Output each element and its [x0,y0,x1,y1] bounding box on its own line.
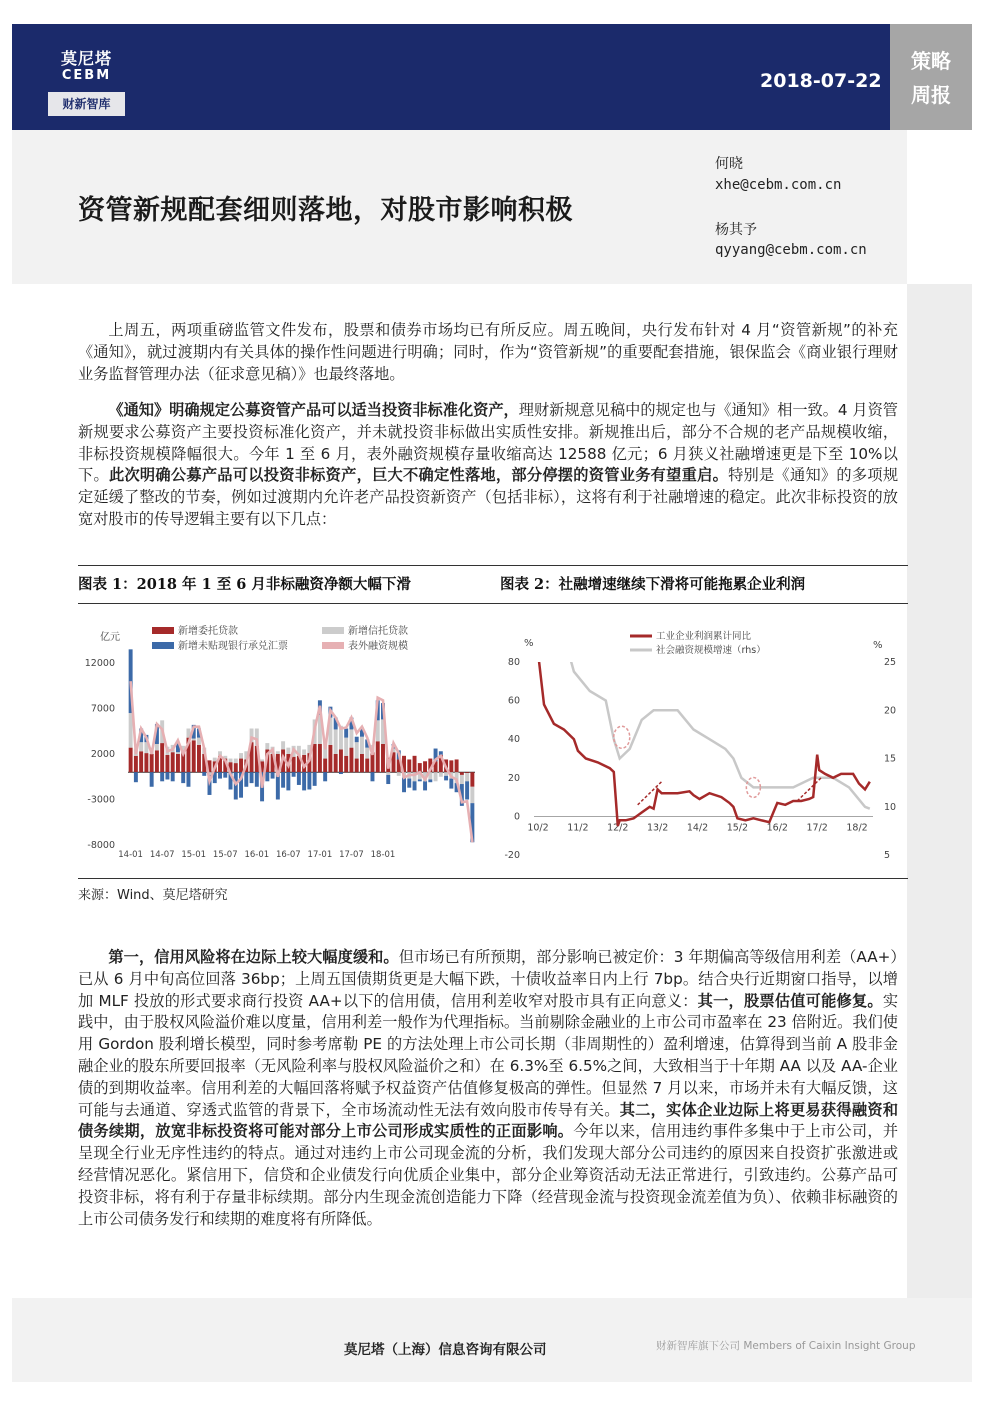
bar-2-1 [134,772,138,782]
bar-2-64 [465,781,469,799]
bar-1-28 [276,751,280,754]
bar-2-29 [281,772,285,787]
bar-1-60 [444,772,448,776]
bar-2-10 [181,772,185,783]
x-tick-label: 15-01 [181,850,207,860]
bar-0-64 [465,772,469,773]
bar-0-63 [460,772,464,775]
x-tick-label: 17-01 [307,850,333,860]
bar-2-11 [186,772,190,787]
bar-0-37 [323,759,327,773]
paragraph-2: 《通知》明确规定公募资管产品可以适当投资非标准化资产，理财新规意见稿中的规定也与《通知》相一致。4 月资管新规要求公募资产主要投资标准化资产，并未就投资非标做出实质性安排。新规推出后，部分不合规的老产品规模收缩，非标投资规模降幅很大。今年 1 至 6 月，表外融资规模存量收缩高达 12588 亿元；6 月狭义社融增速更是下至 10%以下。此次明确公募产品可以投资非标资产，巨大不确定性落地，部分停摆的资管业务有望重启。特别是《通知》的多项规定延缓了整改的节奏，例如过渡期内允许老产品投资新资产（包括非标），这将有利于社融增速的稳定。此次非标投资的放宽对股市的传导逻辑主要有以下几点： [78,401,899,528]
logo-en: CEBM [61,68,112,83]
bar-0-3 [144,753,148,772]
p3-bold-1: 第一，信用风险将在边际上较大幅度缓和。 [108,948,399,966]
y-axis-unit: 亿元 [100,632,120,643]
bar-2-30 [286,772,290,790]
bar-1-49 [386,772,390,775]
bar-1-12 [192,739,196,741]
bar-2-43 [355,737,359,742]
bar-0-54 [413,756,417,772]
bar-2-56 [423,781,427,790]
bar-2-41 [344,729,348,738]
footer-company: 莫尼塔（上海）信息咨询有限公司 [344,1342,547,1358]
bar-1-43 [355,742,359,758]
x-tick-label: 16-07 [276,850,301,860]
bar-0-48 [381,744,385,772]
bar-1-41 [344,738,348,756]
author-name-1: 何晓 [715,156,743,172]
report-date: 2018-07-22 [760,70,882,92]
bar-0-39 [334,754,338,772]
bar-1-25 [260,759,264,761]
bar-0-5 [155,750,159,772]
bar-1-59 [439,772,443,777]
author-name-2: 杨其予 [715,222,757,238]
y-axis-unit-right: % [873,640,883,651]
bar-0-65 [470,772,474,787]
y-tick-label: 60 [507,695,520,707]
bar-1-9 [176,752,180,754]
x-tick-label: 13/2 [646,822,669,834]
bar-1-64 [465,773,469,781]
x-tick-label: 14-07 [149,850,175,860]
y-tick-label: 2000 [90,749,115,760]
bar-0-44 [360,754,364,772]
bar-0-8 [171,752,175,772]
x-tick-label: 17-07 [339,850,364,860]
side-margin-band [907,284,972,1312]
bar-0-56 [423,761,427,772]
profit-growth-line [538,652,870,826]
bar-0-41 [344,756,348,772]
bar-2-6 [160,772,164,781]
p2-bold-1: 《通知》明确规定公募资管产品可以适当投资非标准化资产， [108,401,519,419]
bar-0-7 [165,755,169,772]
x-tick-label: 16/2 [766,822,788,834]
bar-1-42 [349,729,353,747]
bar-0-13 [197,745,201,772]
legend-label-0: 工业企业利润累计同比 [656,631,752,642]
bar-2-52 [402,778,406,793]
tag-line-2: 周报 [911,83,951,107]
bar-2-53 [407,779,411,788]
bar-0-38 [328,745,332,772]
bar-0-40 [339,749,343,772]
bar-1-65 [470,787,474,803]
x-tick-label: 18-01 [370,850,396,860]
author-email-2: qyyang@cebm.com.cn [715,242,867,258]
y2-tick-label: 10 [884,801,897,813]
bar-2-55 [418,779,422,781]
bar-0-0 [129,748,133,773]
bar-2-61 [449,779,453,789]
bar-1-45 [365,748,369,759]
x-tick-label: 10/2 [527,822,549,834]
footer-subtitle: 财新智库旗下公司 Members of Caixin Insight Group [656,1340,916,1352]
chart-profit-vs-tsf [498,620,898,865]
figure-source: 来源：Wind、莫尼塔研究 [78,888,228,903]
paragraph-3: 第一，信用风险将在边际上较大幅度缓和。但市场已有所预期，部分影响已被定价：3 年期偏高等级信用利差（AA+）已从 6 月中旬高位回落 36bp；上周五国债期货更是大幅下跌，十债收益率日内上行 7bp。结合央行近期窗口指导，以增加 MLF 投放的形式要求商行投资 AA+以下的信用债，信用利差收窄对股市具有正向意义：其一，股票估值可能修复。实践中，由于股权风险溢价难以度量，信用利差一般作为代理指标。当前剔除金融业的上市公司市盈率在 23 倍附近。我们使用 Gordon 股利增长模型，同时参考席勒 PE 的方法处理上市公司长期（非周期性的）盈利增速，估算得到当前 A 股非金融企业的股东所要回报率（无风险利率与股权风险溢价之和）在 6.3%至 6.5%之间，大致相当于十年期 AA 以及 AA-企业债的到期收益率。信用利差的大幅回落将赋予权益资产估值修复极高的弹性。但显然 7 月以来，市场并未有大幅反馈，这可能与去通道、穿透式监管的背景下，全市场流动性无法有效向股市传导有关。其二，实体企业边际上将更易获得融资和债务续期，放宽非标投资将可能对部分上市公司形成实质性的正面影响。今年以来，信用违约事件多集中于上市公司，并呈现全行业无序性违约的特点。通过对违约上市公司现金流的分析，我们发现大部分公司违约的原因来自投资扩张激进或经营情况恶化。紧信用下，信贷和企业债发行向优质企业集中，部分企业筹资活动无法正常进行，引致违约。公募产品可投资非标，将有利于存量非标续期。部分内生现金流创造能力下降（经营现金流与投资现金流差值为负）、依赖非标融资的上市公司债务发行和续期的难度将有所降低。 [78,948,899,1228]
bar-2-57 [428,779,432,782]
figure-2-title: 图表 2：社融增速继续下滑将可能拖累企业利润 [500,576,806,593]
bar-0-36 [318,744,322,772]
chart-offbalance-financing [80,620,490,865]
bar-1-26 [265,743,269,749]
x-tick-label: 15/2 [726,822,749,834]
bar-0-1 [134,756,138,772]
bar-1-20 [234,759,238,764]
bar-0-42 [349,748,353,773]
logo [48,36,125,116]
legend-label-3: 表外融资规模 [348,641,408,652]
x-tick-label: 11/2 [567,822,589,834]
bar-1-51 [397,772,401,776]
y-tick-label: -20 [504,850,520,861]
y-tick-label: 7000 [90,703,115,715]
legend-label-1: 新增信托贷款 [348,626,408,637]
bar-2-34 [307,772,311,789]
y-tick-label: 20 [507,772,520,784]
y-tick-label: 80 [507,657,520,668]
x-tick-label: 14-01 [118,850,143,860]
bar-1-33 [302,749,306,754]
bar-0-20 [234,763,238,772]
annotation-ellipse-1 [614,726,630,748]
bar-1-5 [155,744,159,750]
legend-label-0: 新增委托贷款 [178,626,238,637]
logo-cn: 莫尼塔 [60,49,112,68]
bar-2-14 [202,772,206,776]
y2-tick-label: 20 [884,705,897,717]
bar-1-13 [197,738,201,745]
bar-1-58 [434,772,438,781]
bar-2-37 [323,772,327,781]
x-tick-label: 17/2 [806,822,828,834]
bar-2-22 [244,772,248,787]
bar-2-27 [271,772,275,778]
page-title: 资管新规配套细则落地，对股市影响积极 [78,195,573,226]
bar-2-31 [292,772,296,777]
x-tick-label: 18/2 [846,822,868,834]
legend-swatch-2 [152,642,174,649]
p3-bold-2: 其一，股票估值可能修复。 [697,991,883,1010]
header-bar [12,24,890,130]
bar-0-35 [313,744,317,772]
bar-1-2 [139,742,143,751]
bar-2-40 [339,772,343,774]
bar-0-31 [292,757,296,772]
bar-0-43 [355,759,359,773]
author-email-1: xhe@cebm.com.cn [715,177,842,193]
bar-2-7 [165,772,169,779]
legend-swatch-0 [152,627,174,634]
bar-1-16 [213,758,217,762]
bar-2-60 [444,776,448,781]
x-tick-label: 14/2 [686,822,709,834]
bar-2-4 [150,772,154,787]
y-tick-label: 40 [507,734,520,746]
y-axis-unit-left: % [524,638,534,649]
bar-2-8 [171,772,175,781]
x-tick-label: 15-07 [212,850,238,860]
x-tick-label: 12/2 [607,822,629,834]
y2-tick-label: 15 [884,753,897,765]
bar-2-18 [223,772,227,777]
y-tick-label: -3000 [87,794,115,806]
bar-1-29 [281,741,285,749]
bar-2-46 [371,772,375,781]
figure-1-title: 图表 1：2018 年 1 至 6 月非标融资净额大幅下滑 [78,576,411,593]
logo-sub: 财新智库 [48,92,125,116]
p2-bold-2: 此次明确公募产品可以投资非标资产，巨大不确定性落地，部分停摆的资管业务有望重启。 [108,466,729,485]
bar-0-53 [407,759,411,772]
y-tick-label: -8000 [87,840,115,851]
y-tick-label: 0 [513,811,520,823]
bar-0-61 [449,760,453,772]
bar-1-21 [239,753,243,758]
tag-line-1: 策略 [911,49,951,73]
x-tick-label: 16-01 [244,850,270,860]
figure-top-rule [78,565,908,566]
bar-0-2 [139,751,143,772]
bar-0-47 [376,741,380,772]
figure-title-rule [78,603,908,604]
bar-2-35 [313,772,317,786]
y2-tick-label: 5 [884,850,891,861]
bar-0-4 [150,754,154,772]
bar-1-30 [286,748,290,754]
bar-2-32 [297,772,301,785]
p3-bold-3: 其二，实体企业边际上将更易获得融资和债务续期，放宽非标投资将可能对部分上市公司形成实质性的正面影响。 [78,1100,899,1141]
bar-2-23 [250,772,254,783]
report-type-tag [890,24,972,130]
legend-swatch-1 [322,627,344,634]
annotation-arrow-2 [797,778,821,801]
bar-0-45 [365,759,369,773]
legend-swatch-3 [322,642,344,649]
bar-2-49 [386,775,390,784]
bar-2-17 [218,772,222,778]
bar-1-19 [229,759,233,763]
bar-0-62 [455,759,459,772]
bar-0-9 [176,754,180,772]
bar-2-26 [265,772,269,781]
bar-1-39 [334,729,338,754]
legend-label-2: 新增未贴现银行承兑汇票 [178,641,288,652]
bar-2-54 [413,781,417,790]
bar-0-46 [371,752,375,772]
bar-0-12 [192,740,196,772]
y-tick-label: 12000 [84,658,115,669]
bar-1-44 [360,737,364,754]
legend-label-1: 社会融资规模增速（rhs） [656,645,766,656]
bar-1-63 [460,775,464,784]
bar-0-21 [239,759,243,773]
bar-0-6 [160,743,164,772]
y2-tick-label: 25 [884,657,897,668]
bar-2-24 [255,772,259,787]
bar-2-33 [302,772,306,790]
figure-bottom-rule [78,878,908,879]
paragraph-1: 上周五，两项重磅监管文件发布，股票和债券市场均已有所反应。周五晚间，央行发布针对 4 月“资管新规”的补充《通知》，就过渡期内有关具体的操作性问题进行明确；同时，作为“资管新规”的重要配套措施，银保监会《商业银行理财业务监督管理办法（征求意见稿）》也最终落地。 [78,321,898,383]
